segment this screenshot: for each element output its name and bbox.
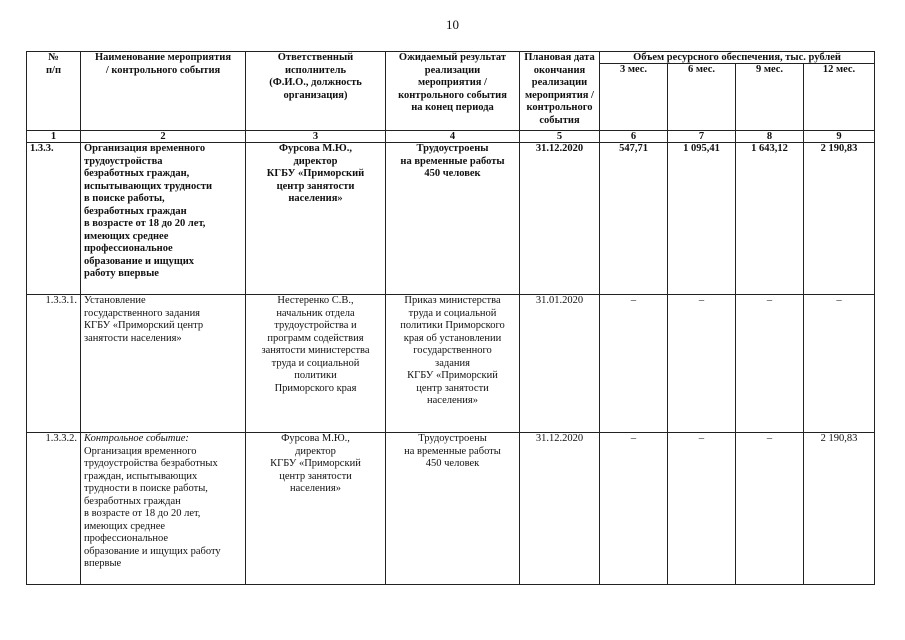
row-m6: – [668, 433, 736, 585]
header-m3: 3 мес. [600, 64, 668, 131]
header-m12: 12 мес. [804, 64, 875, 131]
header-row-top [27, 52, 875, 64]
page-number: 10 [446, 17, 459, 32]
row-name: Организация временного трудоустройства безработных граждан, испытывающих трудности в поиске работы, безработных граждан в возрасте от 18 до 20 лет, имеющих среднее профессиональное образование и ищущих работу впервые [84, 445, 221, 569]
row-m12: 2 190,83 [804, 143, 875, 295]
row-m9: – [736, 433, 804, 585]
row-m9: 1 643,12 [736, 143, 804, 295]
index-cell: 1 [27, 131, 81, 143]
index-cell: 2 [81, 131, 246, 143]
row-expected: Приказ министерства труда и социальной политики Приморского края об установлении государственного задания КГБУ «Приморский центр занятости населения» [386, 295, 520, 433]
row-num: 1.3.3.2. [27, 433, 81, 585]
row-responsible: Фурсова М.Ю., директор КГБУ «Приморский центр занятости населения» [246, 143, 386, 295]
row-num: 1.3.3.1. [27, 295, 81, 433]
index-cell: 6 [600, 131, 668, 143]
table-row [27, 433, 875, 585]
header-date: Плановая дата окончания реализации мероприятия / контрольного события [520, 52, 600, 131]
table-row [27, 295, 875, 433]
index-cell: 3 [246, 131, 386, 143]
row-responsible: Фурсова М.Ю., директор КГБУ «Приморский центр занятости населения» [246, 433, 386, 585]
table-row [27, 143, 875, 295]
resource-table [26, 51, 875, 585]
row-name: Организация временного трудоустройства безработных граждан, испытывающих трудности в поиске работы, безработных граждан в возрасте от 18 до 20 лет, имеющих среднее профессиональное образование и ищущих работу впервые [81, 143, 246, 295]
header-name: Наименование мероприятия / контрольного события [81, 52, 246, 131]
row-date: 31.01.2020 [520, 295, 600, 433]
row-expected: Трудоустроены на временные работы 450 человек [386, 433, 520, 585]
row-expected: Трудоустроены на временные работы 450 человек [386, 143, 520, 295]
row-m3: 547,71 [600, 143, 668, 295]
row-m6: – [668, 295, 736, 433]
row-responsible: Нестеренко С.В., начальник отдела трудоустройства и программ содействия занятости министерства труда и социальной политики Приморского края [246, 295, 386, 433]
row-date: 31.12.2020 [520, 143, 600, 295]
index-cell: 9 [804, 131, 875, 143]
index-cell: 8 [736, 131, 804, 143]
header-num: № п/п [27, 52, 81, 131]
control-event-label: Контрольное событие: [84, 433, 189, 444]
row-m12: – [804, 295, 875, 433]
row-name-cell [81, 433, 246, 585]
row-m6: 1 095,41 [668, 143, 736, 295]
row-num: 1.3.3. [27, 143, 81, 295]
header-resources: Объем ресурсного обеспечения, тыс. рублей [600, 52, 875, 64]
row-m3: – [600, 433, 668, 585]
header-m6: 6 мес. [668, 64, 736, 131]
header-m9: 9 мес. [736, 64, 804, 131]
row-name: Установление государственного задания КГБУ «Приморский центр занятости населения» [81, 295, 246, 433]
index-cell: 7 [668, 131, 736, 143]
row-m12: 2 190,83 [804, 433, 875, 585]
header-expected: Ожидаемый результат реализации мероприятия / контрольного события на конец периода [386, 52, 520, 131]
row-m3: – [600, 295, 668, 433]
index-cell: 5 [520, 131, 600, 143]
header-responsible: Ответственный исполнитель (Ф.И.О., должность организация) [246, 52, 386, 131]
row-date: 31.12.2020 [520, 433, 600, 585]
row-m9: – [736, 295, 804, 433]
index-cell: 4 [386, 131, 520, 143]
column-index-row [27, 131, 875, 143]
